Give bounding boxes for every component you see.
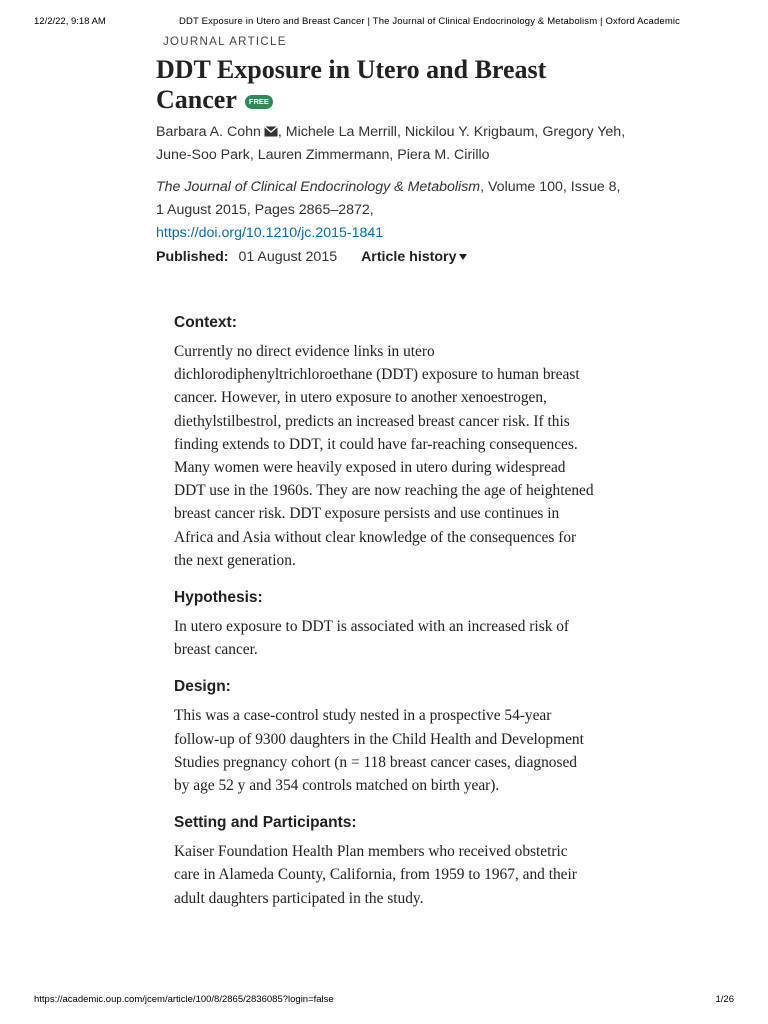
abstract-text: Currently no direct evidence links in utero dichlorodiphenyltrichloroethane (DDT) exposure to human breast cancer. However, in utero exposure to another xenoestrogen, diethylstilbestrol, predicts an increased breast cancer risk. If this finding extends to DDT, it could have far-reaching consequences. Many women were heavily exposed in utero during widespread DDT use in the 1960s. They are now reaching the age of heightened breast cancer risk. DDT exposure persists and use continues in Africa and Asia without clear knowledge of the consequences for the next generation. xyxy=(174,343,594,569)
abstract xyxy=(174,312,594,925)
abstract-text: This was a case-control study nested in a prospective 54-year follow-up of 9300 daughters in the Child Health and Development Studies pregnancy cohort (n = 118 breast cancer cases, diagnosed by age 52 y and 354 controls matched on birth year). xyxy=(174,707,584,795)
citation xyxy=(156,176,626,245)
author-list xyxy=(156,121,626,166)
citation-details: , Volume 100, Issue 8, 1 August 2015, Pages 2865–2872, xyxy=(156,179,621,218)
print-footer xyxy=(34,994,734,1008)
author-link-cohn[interactable]: Barbara A. Cohn xyxy=(156,124,261,140)
article-header xyxy=(156,36,626,268)
publication-row xyxy=(156,246,626,268)
article-history-toggle[interactable] xyxy=(361,249,467,265)
abstract-heading: Setting and Participants: xyxy=(174,814,357,832)
print-date: 12/2/22, 9:18 AM xyxy=(34,16,106,27)
article-title xyxy=(156,55,626,115)
print-page-title: DDT Exposure in Utero and Breast Cancer | The Journal of Clinical Endocrinology & Metabolism | Oxford Academic xyxy=(179,16,681,27)
author-list-rest: , Michele La Merrill, Nickilou Y. Krigbaum, Gregory Yeh, June-Soo Park, Lauren Zimmermann, Piera M. Cirillo xyxy=(156,124,626,163)
free-badge: FREE xyxy=(245,95,273,109)
abstract-heading: Context: xyxy=(174,314,237,331)
abstract-text: Kaiser Foundation Health Plan members who received obstetric care in Alameda County, California, from 1959 to 1967, and their adult daughters participated in the study. xyxy=(174,843,577,907)
published-date: 01 August 2015 xyxy=(238,249,338,265)
envelope-icon[interactable] xyxy=(264,126,278,137)
article-type-label: JOURNAL ARTICLE xyxy=(163,36,287,48)
journal-name: The Journal of Clinical Endocrinology & Metabolism xyxy=(156,179,481,195)
article-title-text: DDT Exposure in Utero and Breast Cancer xyxy=(156,55,547,114)
caret-down-icon xyxy=(459,254,467,260)
print-page-number: 1/26 xyxy=(715,994,734,1005)
abstract-section-design xyxy=(174,676,594,797)
abstract-section-hypothesis xyxy=(174,587,594,661)
abstract-section-context xyxy=(174,312,594,572)
abstract-section-setting xyxy=(174,812,594,910)
published-label: Published: xyxy=(156,249,229,265)
abstract-heading: Design: xyxy=(174,678,231,696)
print-header xyxy=(34,16,734,30)
abstract-heading: Hypothesis: xyxy=(174,589,263,607)
abstract-text: In utero exposure to DDT is associated with an increased risk of breast cancer. xyxy=(174,618,570,659)
print-url: https://academic.oup.com/jcem/article/100/8/2865/2836085?login=false xyxy=(34,994,334,1005)
doi-link[interactable]: https://doi.org/10.1210/jc.2015-1841 xyxy=(156,225,384,241)
article-history-label: Article history xyxy=(361,249,457,265)
